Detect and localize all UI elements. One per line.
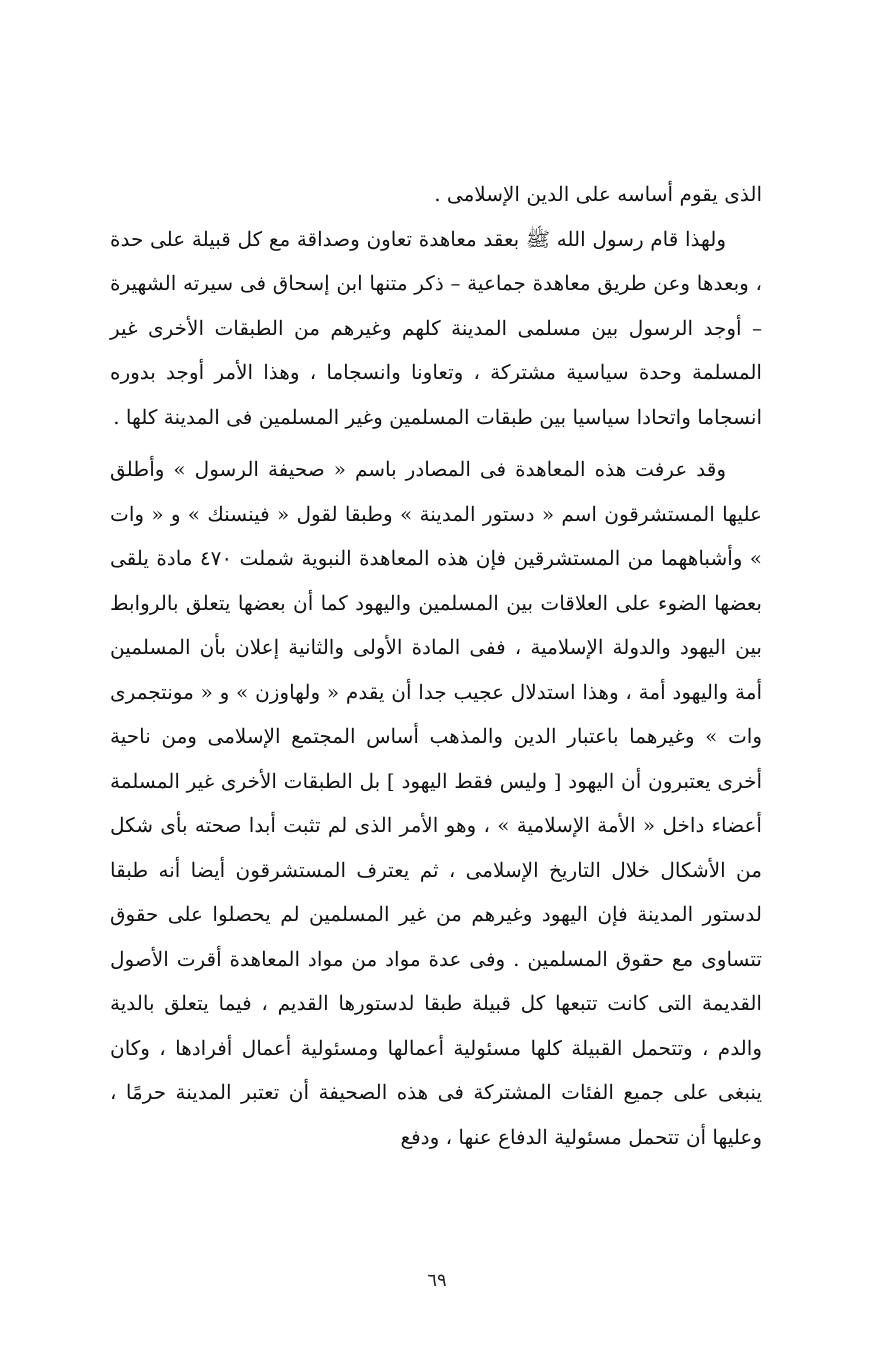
page-number: ٦٩ — [427, 1270, 447, 1291]
paragraph-treaty: ولهذا قام رسول الله ﷺ بعقد معاهدة تعاون وصداقة مع كل قبيلة على حدة ، وبعدها وعن طريق معاهدة جماعية – ذكر متنها ابن إسحاق فى سيرته الشهيرة – أوجد الرسول بين مسلمى المدينة كلهم وغيرهم من الطبقات الأخرى غير المسلمة وحدة سياسية مشتركة ، وتعاونا وانسجاما ، وهذا الأمر أوجد بدوره انسجاما واتحادا سياسيا بين طبقات المسلمين وغير المسلمين فى المدينة كلها . — [110, 226, 762, 429]
body-text — [110, 172, 762, 1159]
paragraph-continuation: الذى يقوم أساسه على الدين الإسلامى . — [434, 182, 762, 206]
paragraph-constitution: وقد عرفت هذه المعاهدة فى المصادر باسم « صحيفة الرسول » وأطلق عليها المستشرقون اسم « دستور المدينة » وطبقا لقول « فينسنك » و « وات » وأشباههما من المستشرقين فإن هذه المعاهدة النبوية شملت ٤٧٠ مادة يلقى بعضها الضوء على العلاقات بين المسلمين واليهود كما أن بعضها يتعلق بالروابط بين اليهود والدولة الإسلامية ، ففى المادة الأولى والثانية إعلان بأن المسلمين أمة واليهود أمة ، وهذا استدلال عجيب جدا أن يقدم « ولهاوزن » و « مونتجمرى وات » وغيرهما باعتبار الدين والمذهب أساس المجتمع الإسلامى ومن ناحية أخرى يعتبرون أن اليهود [ وليس فقط اليهود ] بل الطبقات الأخرى غير المسلمة أعضاء داخل « الأمة الإسلامية » ، وهو الأمر الذى لم تثبت أبدا صحته بأى شكل من الأشكال خلال التاريخ الإسلامى ، ثم يعترف المستشرقون أيضا أنه طبقا لدستور المدينة فإن اليهود وغيرهم من غير المسلمين لم يحصلوا على حقوق تتساوى مع حقوق المسلمين . وفى عدة مواد من مواد المعاهدة أقرت الأصول القديمة التى كانت تتبعها كل قبيلة طبقا لدستورها القديم ، فيما يتعلق بالدية والدم ، وتتحمل القبيلة كلها مسئولية أعمالها ومسئولية أعمال أفرادها ، وكان ينبغى على جميع الفئات المشتركة فى هذه الصحيفة أن تعتبر المدينة حرمًا ، وعليها أن تتحمل مسئولية الدفاع عنها ، ودفع — [110, 457, 762, 1149]
